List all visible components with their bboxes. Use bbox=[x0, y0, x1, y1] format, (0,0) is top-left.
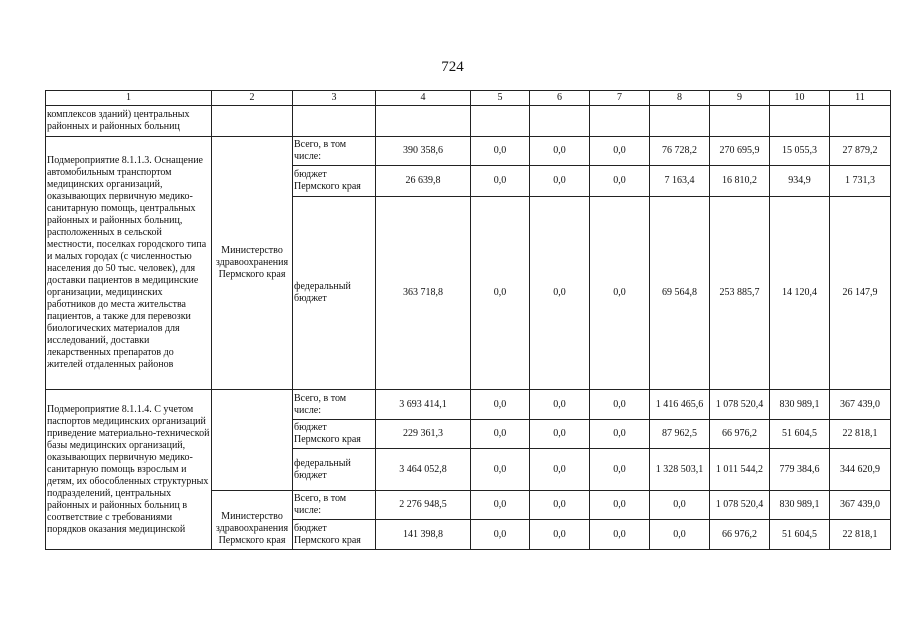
value-cell: 830 989,1 bbox=[770, 390, 830, 420]
funding-source: федеральный бюджет bbox=[293, 449, 376, 491]
value-cell: 26 147,9 bbox=[830, 197, 891, 390]
value-cell: 0,0 bbox=[590, 197, 650, 390]
value-cell: 0,0 bbox=[471, 449, 530, 491]
value-cell: 344 620,9 bbox=[830, 449, 891, 491]
value-cell: 0,0 bbox=[471, 390, 530, 420]
funding-source: Всего, в том числе: bbox=[293, 491, 376, 520]
value-cell: 7 163,4 bbox=[650, 166, 710, 197]
value-cell: 0,0 bbox=[471, 166, 530, 197]
value-cell: 0,0 bbox=[590, 520, 650, 550]
value-cell: 1 078 520,4 bbox=[710, 491, 770, 520]
value-cell: 22 818,1 bbox=[830, 420, 891, 449]
column-header: 2 bbox=[212, 91, 293, 106]
column-header: 6 bbox=[530, 91, 590, 106]
value-cell: 0,0 bbox=[530, 390, 590, 420]
value-cell: 1 328 503,1 bbox=[650, 449, 710, 491]
value-cell: 87 962,5 bbox=[650, 420, 710, 449]
funding-source: Всего, в том числе: bbox=[293, 137, 376, 166]
funding-source: бюджет Пермского края bbox=[293, 420, 376, 449]
table-header-row bbox=[46, 91, 891, 106]
executor: Министерство здравоохранения Пермского края bbox=[212, 491, 293, 550]
value-cell: 3 693 414,1 bbox=[376, 390, 471, 420]
value-cell: 363 718,8 bbox=[376, 197, 471, 390]
column-header: 5 bbox=[471, 91, 530, 106]
value-cell: 1 416 465,6 bbox=[650, 390, 710, 420]
value-cell: 0,0 bbox=[530, 166, 590, 197]
value-cell: 141 398,8 bbox=[376, 520, 471, 550]
value-cell: 0,0 bbox=[471, 137, 530, 166]
continuation-row bbox=[46, 106, 891, 137]
value-cell: 0,0 bbox=[530, 420, 590, 449]
value-cell: 1 011 544,2 bbox=[710, 449, 770, 491]
value-cell: 0,0 bbox=[590, 390, 650, 420]
value-cell: 830 989,1 bbox=[770, 491, 830, 520]
column-header: 1 bbox=[46, 91, 212, 106]
value-cell: 0,0 bbox=[530, 449, 590, 491]
value-cell: 0,0 bbox=[530, 491, 590, 520]
value-cell: 934,9 bbox=[770, 166, 830, 197]
value-cell: 76 728,2 bbox=[650, 137, 710, 166]
funding-source: бюджет Пермского края bbox=[293, 520, 376, 550]
value-cell: 15 055,3 bbox=[770, 137, 830, 166]
value-cell: 2 276 948,5 bbox=[376, 491, 471, 520]
column-header: 10 bbox=[770, 91, 830, 106]
value-cell: 0,0 bbox=[590, 420, 650, 449]
value-cell: 69 564,8 bbox=[650, 197, 710, 390]
value-cell: 51 604,5 bbox=[770, 520, 830, 550]
funding-source: Всего, в том числе: bbox=[293, 390, 376, 420]
column-header: 4 bbox=[376, 91, 471, 106]
value-cell: 0,0 bbox=[471, 420, 530, 449]
activity-description: Подмероприятие 8.1.1.3. Оснащение автомобильным транспортом медицинских организаций, оказывающих первичную медико-санитарную помощь, центральных районных и районных больниц, расположенных в сельской местности, поселках городского типа и малых городах (с численностью населения до 50 тыс. человек), для доставки пациентов в медицинские организации, медицинских работников до места жительства пациентов, а также для перевозки биологических материалов для исследований, доставки лекарственных препаратов до жителей отдаленных районов bbox=[46, 137, 212, 390]
value-cell: 0,0 bbox=[590, 137, 650, 166]
value-cell: 1 731,3 bbox=[830, 166, 891, 197]
column-header: 8 bbox=[650, 91, 710, 106]
value-cell: 0,0 bbox=[530, 197, 590, 390]
funding-source: федеральный бюджет bbox=[293, 197, 376, 390]
value-cell: 229 361,3 bbox=[376, 420, 471, 449]
value-cell: 390 358,6 bbox=[376, 137, 471, 166]
value-cell: 0,0 bbox=[590, 491, 650, 520]
value-cell: 0,0 bbox=[590, 166, 650, 197]
funding-source: бюджет Пермского края bbox=[293, 166, 376, 197]
value-cell: 51 604,5 bbox=[770, 420, 830, 449]
value-cell: 253 885,7 bbox=[710, 197, 770, 390]
value-cell: 16 810,2 bbox=[710, 166, 770, 197]
value-cell: 0,0 bbox=[471, 197, 530, 390]
value-cell: 27 879,2 bbox=[830, 137, 891, 166]
column-header: 7 bbox=[590, 91, 650, 106]
value-cell: 3 464 052,8 bbox=[376, 449, 471, 491]
value-cell: 22 818,1 bbox=[830, 520, 891, 550]
value-cell: 1 078 520,4 bbox=[710, 390, 770, 420]
value-cell: 26 639,8 bbox=[376, 166, 471, 197]
value-cell: 779 384,6 bbox=[770, 449, 830, 491]
column-header: 9 bbox=[710, 91, 770, 106]
value-cell: 270 695,9 bbox=[710, 137, 770, 166]
table-row bbox=[46, 137, 891, 166]
executor: Министерство здравоохранения Пермского края bbox=[212, 137, 293, 390]
value-cell: 0,0 bbox=[471, 491, 530, 520]
value-cell: 0,0 bbox=[530, 520, 590, 550]
activity-description: Подмероприятие 8.1.1.4. С учетом паспортов медицинских организаций приведение материально-технической базы медицинских организаций, оказывающих первичную медико-санитарную помощь взрослым и детям, их обособленных структурных подразделений, центральных районных и районных больниц в соответствие с требованиями порядков оказания медицинской bbox=[46, 390, 212, 550]
value-cell: 367 439,0 bbox=[830, 491, 891, 520]
table-row bbox=[46, 390, 891, 420]
column-header: 3 bbox=[293, 91, 376, 106]
continuation-description: комплексов зданий) центральных районных и районных больниц bbox=[46, 106, 212, 137]
value-cell: 0,0 bbox=[530, 137, 590, 166]
budget-table bbox=[45, 90, 891, 550]
value-cell: 0,0 bbox=[471, 520, 530, 550]
value-cell: 14 120,4 bbox=[770, 197, 830, 390]
value-cell: 66 976,2 bbox=[710, 420, 770, 449]
value-cell: 0,0 bbox=[650, 520, 710, 550]
value-cell: 0,0 bbox=[650, 491, 710, 520]
value-cell: 0,0 bbox=[590, 449, 650, 491]
page-number: 724 bbox=[441, 59, 464, 75]
executor bbox=[212, 390, 293, 491]
value-cell: 367 439,0 bbox=[830, 390, 891, 420]
column-header: 11 bbox=[830, 91, 891, 106]
value-cell: 66 976,2 bbox=[710, 520, 770, 550]
